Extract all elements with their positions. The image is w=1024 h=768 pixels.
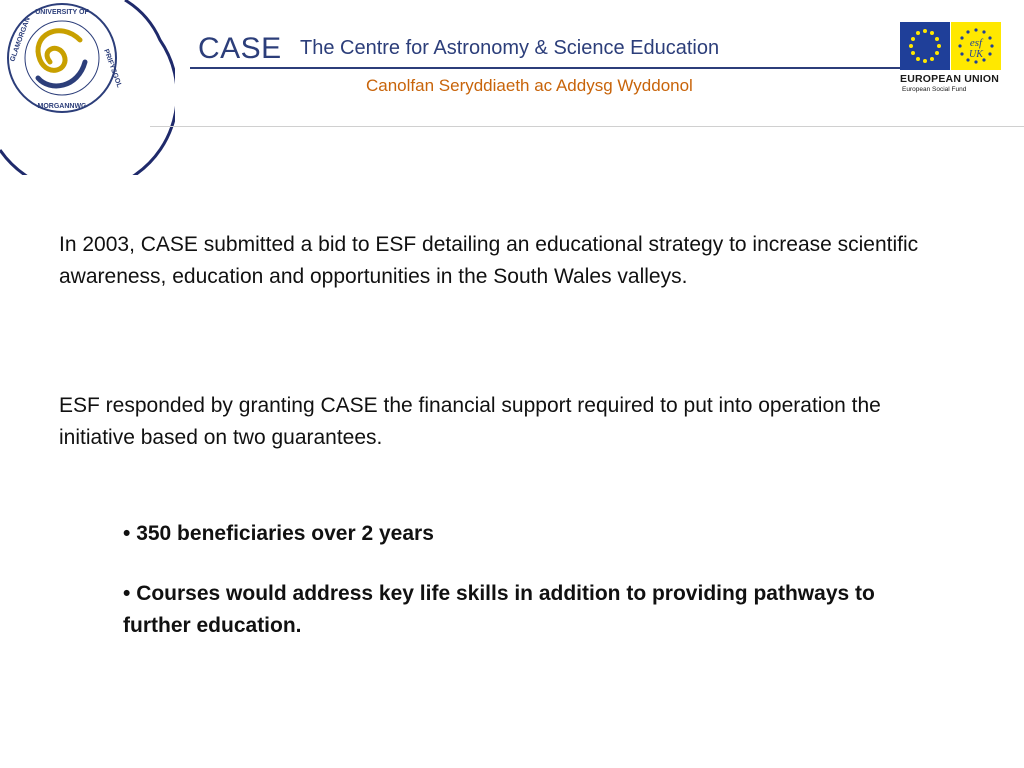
header-bottom-rule [150, 126, 1024, 127]
bullet-text: Courses would address key life skills in addition to providing pathways to further education. [123, 582, 875, 637]
guarantee-bullet-2: • Courses would address key life skills in addition to providing pathways to further education. [123, 582, 875, 637]
esf-uk-badge-icon [951, 22, 1001, 70]
header-divider [190, 67, 902, 69]
university-of-glamorgan-logo [0, 0, 175, 175]
esf-fund-label: European Social Fund [902, 86, 967, 93]
svg-text:esf: esf [969, 37, 983, 49]
svg-text:GLAMORGAN: GLAMORGAN [9, 16, 32, 63]
guarantee-bullet-1: • 350 beneficiaries over 2 years [123, 522, 434, 545]
eu-label: EUROPEAN UNION [900, 73, 1000, 85]
body-paragraph-2: ESF responded by granting CASE the financial support required to put into operation the initiative based on two guarantees. [59, 394, 881, 449]
body-paragraph-1: In 2003, CASE submitted a bid to ESF detailing an educational strategy to increase scientific awareness, education and opportunities in the South Wales valleys. [59, 233, 919, 288]
case-logo-wordmark: CASE [198, 32, 282, 65]
bullet-text: 350 beneficiaries over 2 years [136, 522, 434, 545]
slide-header [0, 0, 1024, 130]
svg-text:UNIVERSITY OF: UNIVERSITY OF [35, 9, 89, 16]
header-title: The Centre for Astronomy & Science Education [300, 37, 720, 59]
header-welsh-title: Canolfan Seryddiaeth ac Addysg Wyddonol [366, 76, 693, 95]
svg-text:MORGANNWG: MORGANNWG [37, 103, 87, 110]
eu-flag-icon [900, 22, 950, 70]
guarantees-list [123, 518, 923, 670]
svg-text:PRIFYSGOL: PRIFYSGOL [102, 48, 123, 89]
svg-text:UK: UK [969, 49, 983, 60]
